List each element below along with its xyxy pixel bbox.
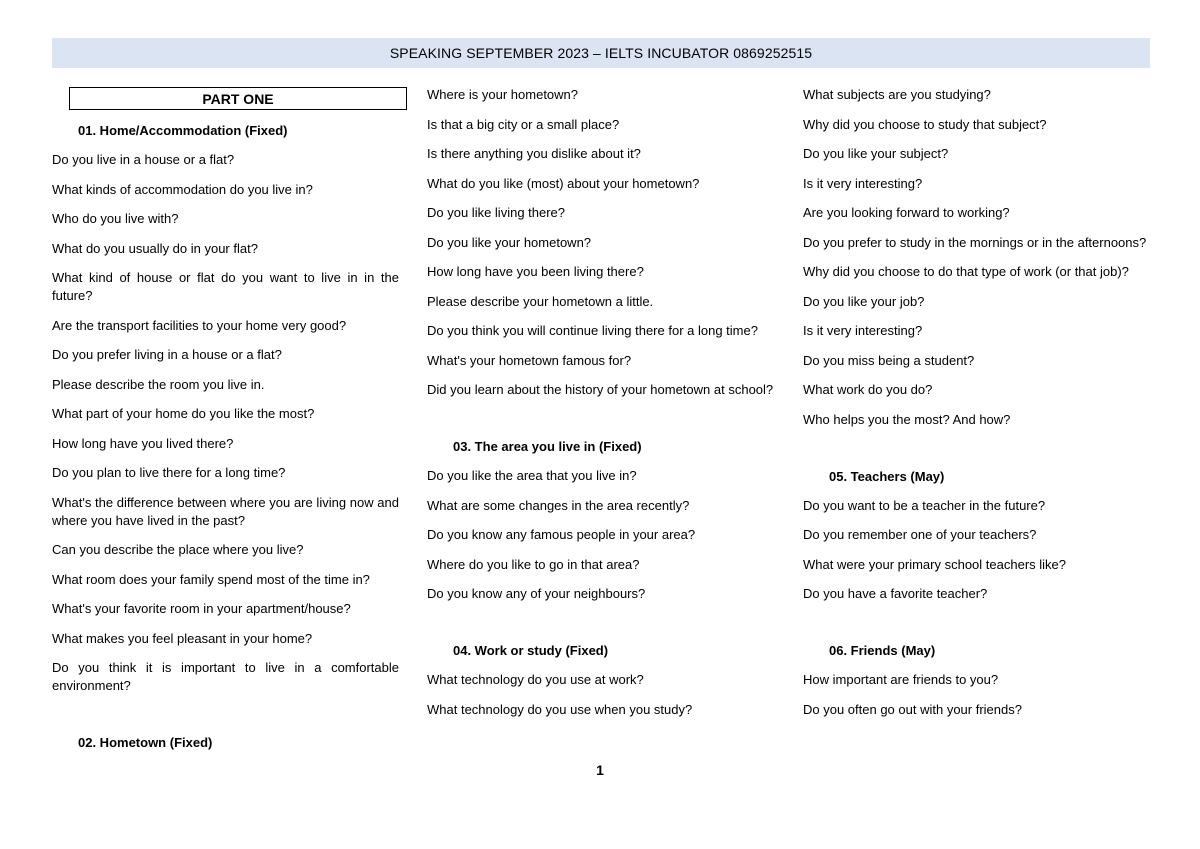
column-1 <box>52 86 399 763</box>
question-item: Where is your hometown? <box>427 87 579 102</box>
question-item: Who helps you the most? And how? <box>803 411 1011 427</box>
question-item: Please describe your hometown a little. <box>427 293 654 309</box>
question-item: Is it very interesting? <box>803 323 923 338</box>
question-item: Do you know any famous people in your area? <box>427 527 696 542</box>
section-title-teachers: 05. Teachers (May) <box>829 468 945 484</box>
section-title-area: 03. The area you live in (Fixed) <box>453 439 642 454</box>
question-item: What makes you feel pleasant in your home? <box>52 630 313 646</box>
question-item: What technology do you use when you study? <box>427 701 693 717</box>
question-item: Do you like the area that you live in? <box>427 468 637 483</box>
question-item: What technology do you use at work? <box>427 672 644 687</box>
question-item: Do you know any of your neighbours? <box>427 586 646 601</box>
question-item: What's your hometown famous for? <box>427 352 632 368</box>
section-title-hometown: 02. Hometown (Fixed) <box>78 735 213 750</box>
question-item: Do you like your subject? <box>803 146 949 161</box>
part-title-box <box>69 87 407 110</box>
question-item: Do you live in a house or a flat? <box>52 152 235 167</box>
question-item: Do you think it is important to live in a comfortable environment? <box>52 660 399 693</box>
question-item: Is it very interesting? <box>803 175 923 191</box>
page-number: 1 <box>596 762 604 778</box>
question-item: Do you remember one of your teachers? <box>803 527 1037 542</box>
question-item: How important are friends to you? <box>803 672 999 687</box>
section-title-work: 04. Work or study (Fixed) <box>453 643 609 658</box>
question-item: Where do you like to go in that area? <box>427 556 640 572</box>
question-item: Who do you live with? <box>52 211 179 226</box>
part-title: PART ONE <box>202 90 274 107</box>
question-item: Do you want to be a teacher in the future? <box>803 497 1046 513</box>
question-item: Why did you choose to do that type of work (or that job)? <box>803 264 1129 279</box>
question-item: Do you think you will continue living there for a long time? <box>427 323 758 338</box>
question-item: Are the transport facilities to your home very good? <box>52 317 347 333</box>
question-item: What's your favorite room in your apartment/house? <box>52 601 351 616</box>
question-item: Do you plan to live there for a long time? <box>52 465 286 480</box>
question-item: Please describe the room you live in. <box>52 376 265 392</box>
question-item: How long have you been living there? <box>427 264 644 279</box>
document-header <box>52 38 1150 68</box>
question-item: What do you like (most) about your hometown? <box>427 175 700 191</box>
section-title-friends: 06. Friends (May) <box>829 643 936 658</box>
question-item: Do you like your hometown? <box>427 234 592 250</box>
question-item: Do you like your job? <box>803 293 925 309</box>
question-item: Did you learn about the history of your hometown at school? <box>427 382 774 397</box>
question-item: Do you prefer to study in the mornings or in the afternoons? <box>803 234 1147 250</box>
question-item: What were your primary school teachers like? <box>803 556 1066 572</box>
question-item: What's the difference between where you are living now and where you have lived in the past? <box>52 494 399 528</box>
question-item: What part of your home do you like the most? <box>52 406 315 421</box>
question-item: What are some changes in the area recently? <box>427 497 690 513</box>
section-title-home: 01. Home/Accommodation (Fixed) <box>78 123 288 138</box>
question-item: Do you often go out with your friends? <box>803 701 1022 717</box>
question-item: Is that a big city or a small place? <box>427 116 620 132</box>
column-2 <box>427 86 774 730</box>
question-item: What do you usually do in your flat? <box>52 240 258 256</box>
question-item: How long have you lived there? <box>52 435 234 451</box>
question-item: Can you describe the place where you live? <box>52 542 304 557</box>
question-item: Are you looking forward to working? <box>803 205 1010 220</box>
question-item: Do you miss being a student? <box>803 352 975 368</box>
question-item: What kind of house or flat do you want to live in in the future? <box>52 270 399 303</box>
question-item: Do you like living there? <box>427 205 566 220</box>
question-item: What room does your family spend most of the time in? <box>52 571 370 587</box>
question-item: Do you have a favorite teacher? <box>803 586 988 601</box>
question-item: Do you prefer living in a house or a flat? <box>52 347 282 362</box>
question-item: What subjects are you studying? <box>803 87 991 102</box>
question-item: Why did you choose to study that subject? <box>803 116 1047 132</box>
question-item: What kinds of accommodation do you live in? <box>52 181 313 197</box>
question-item: What work do you do? <box>803 382 933 397</box>
column-3 <box>803 86 1150 730</box>
header-title: SPEAKING SEPTEMBER 2023 – IELTS INCUBATOR 0869252515 <box>389 45 813 61</box>
question-item: Is there anything you dislike about it? <box>427 146 641 161</box>
